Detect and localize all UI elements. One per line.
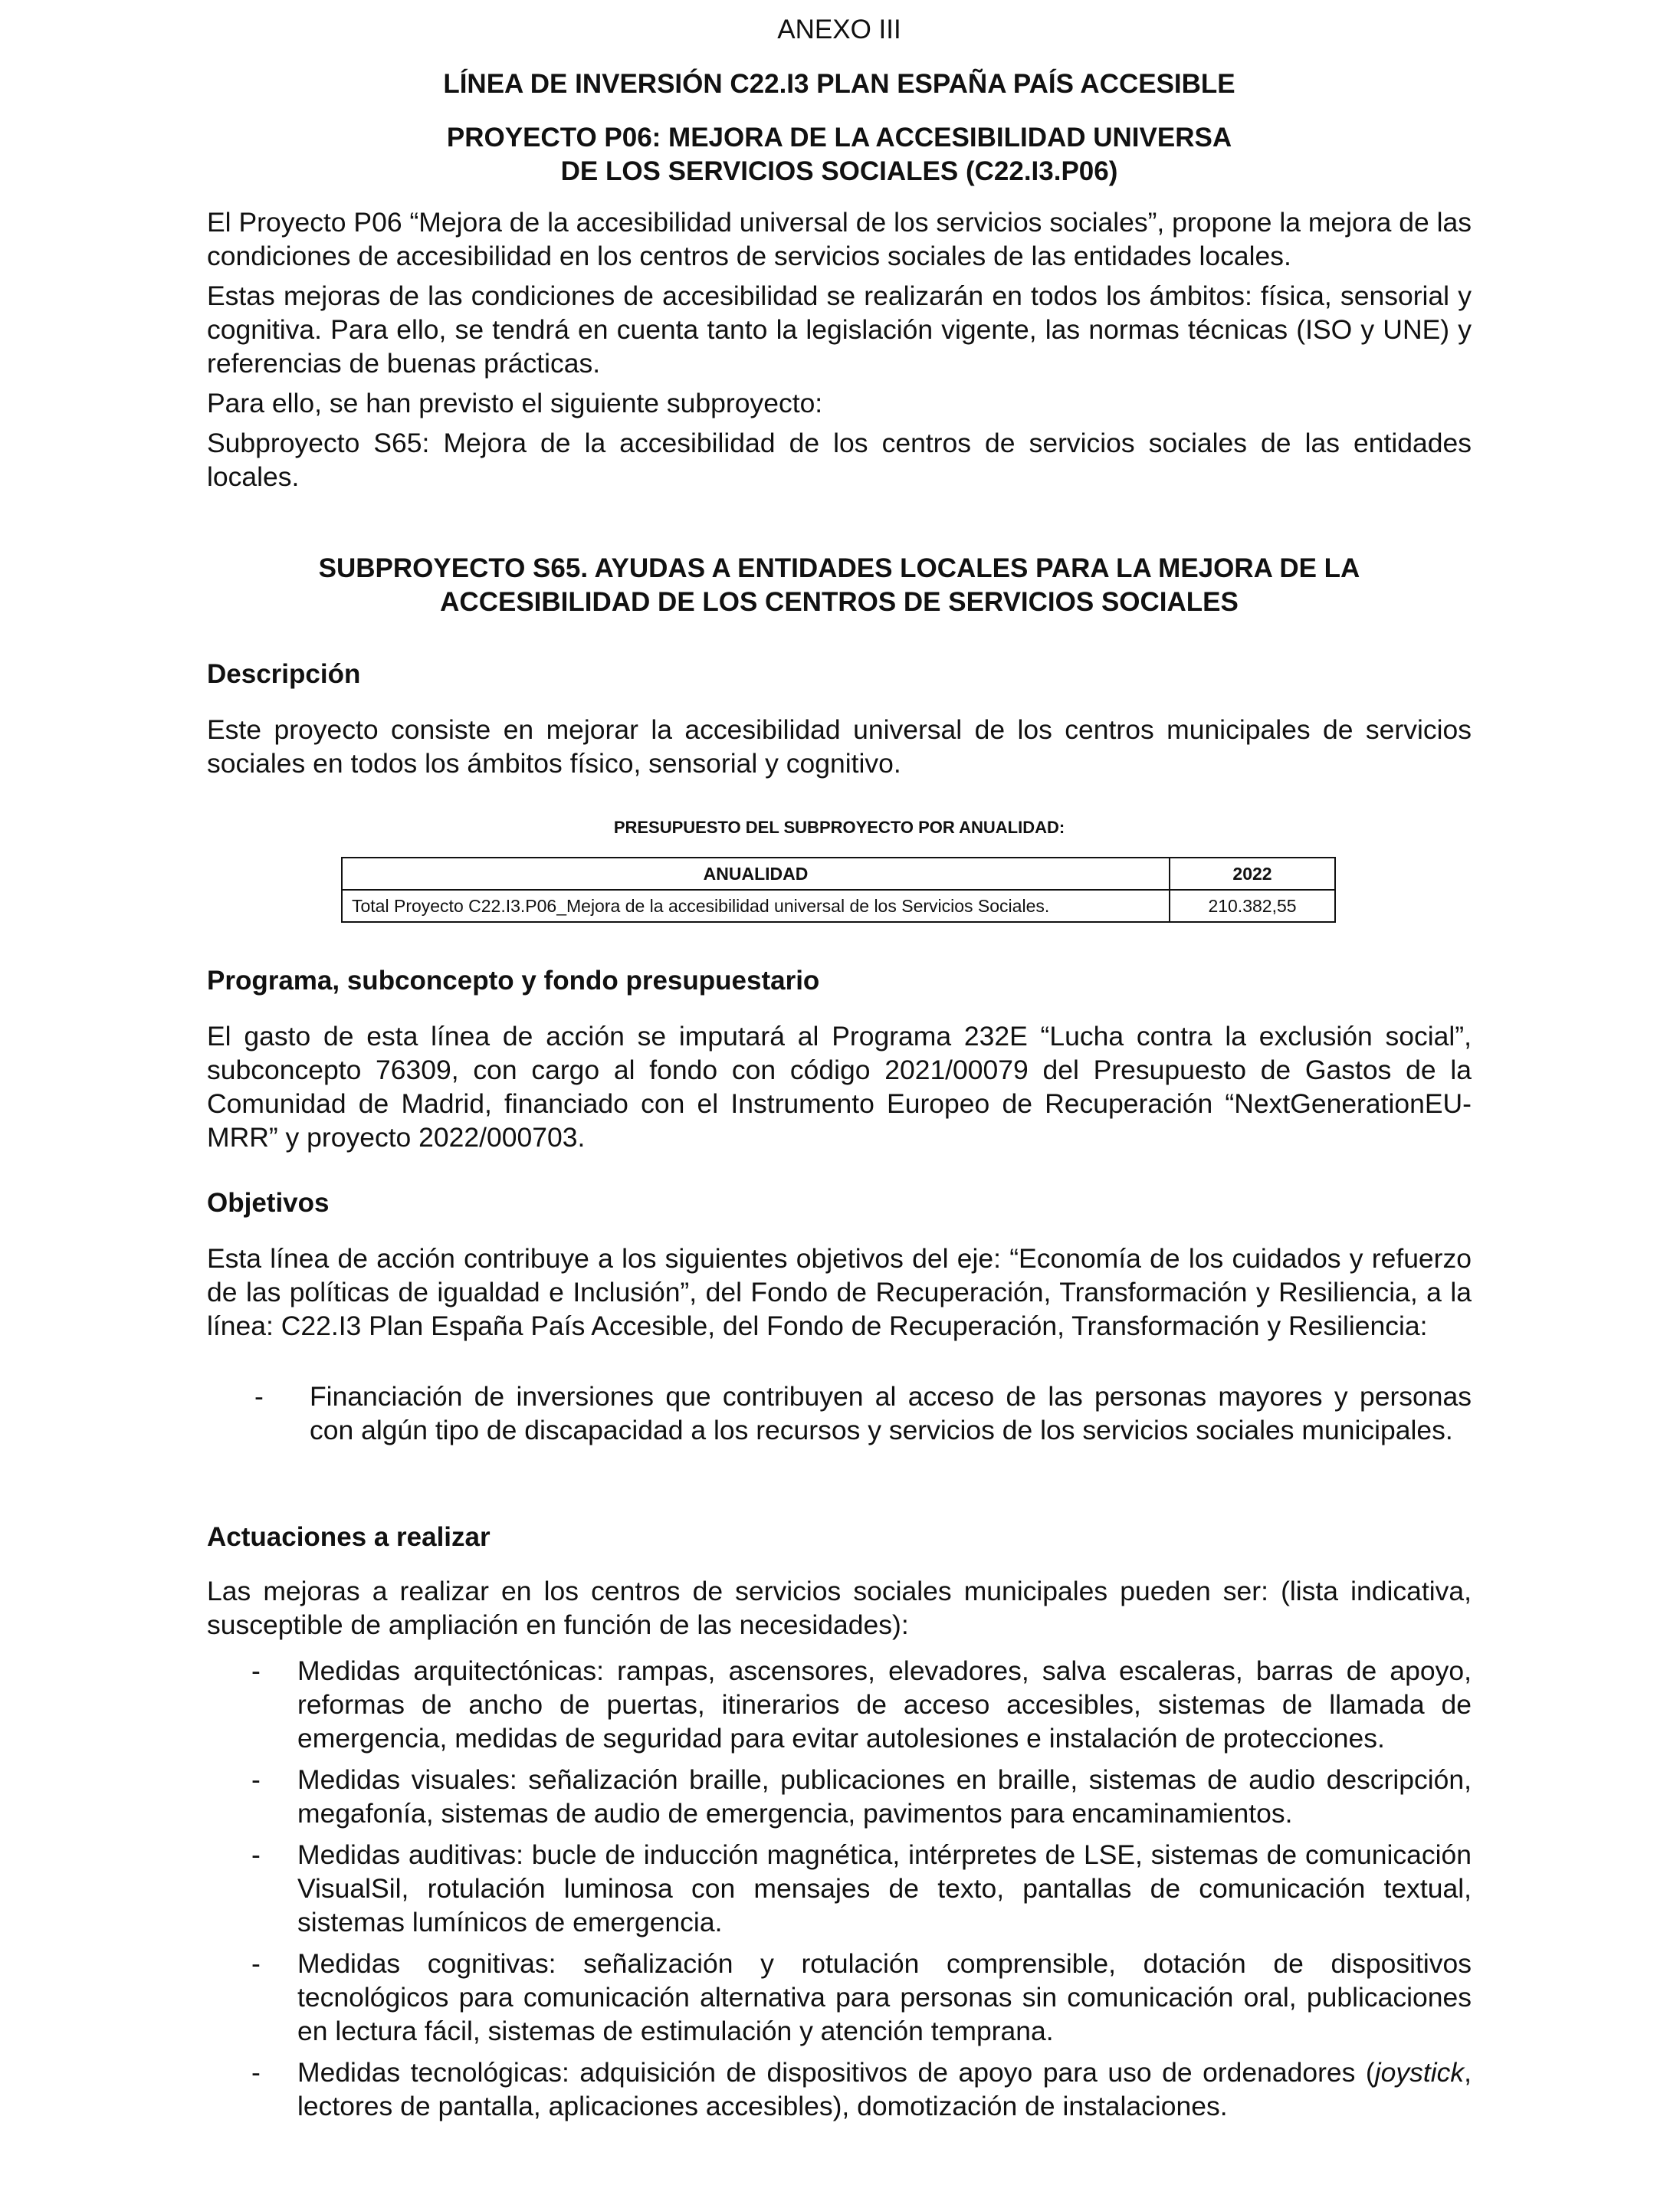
- intro-paragraph-4: Subproyecto S65: Mejora de la accesibilidad de los centros de servicios sociales de las entidades locales.: [207, 428, 1472, 492]
- action-item-auditory: Medidas auditivas: bucle de inducción magnética, intérpretes de LSE, sistemas de comunicación VisualSil, rotulación luminosa con mensajes de texto, pantallas de comunicación textual, sistemas lumínicos de emergencia.: [297, 1839, 1472, 1937]
- list-item: [207, 2056, 1472, 2123]
- objectives-list: [207, 1380, 1472, 1455]
- list-bullet: -: [251, 1948, 261, 1979]
- budget-row-label: Total Proyecto C22.I3.P06_Mejora de la accesibilidad universal de los Servicios Sociales.: [342, 890, 1170, 922]
- list-item: [207, 1838, 1472, 1939]
- budget-row-value: 210.382,55: [1170, 890, 1335, 922]
- list-item: [207, 1654, 1472, 1755]
- list-item: [207, 1947, 1472, 2048]
- actions-list: [207, 1654, 1472, 2131]
- subproject-title: [207, 552, 1472, 619]
- list-bullet: -: [254, 1381, 264, 1412]
- description-heading: Descripción: [207, 659, 361, 689]
- intro-paragraph-1: El Proyecto P06 “Mejora de la accesibilidad universal de los servicios sociales”, propone la mejora de las condiciones de accesibilidad en los centros de servicios sociales de las entidades locales.: [207, 207, 1472, 271]
- program-heading: Programa, subconcepto y fondo presupuestario: [207, 966, 820, 996]
- budget-header-anualidad: ANUALIDAD: [342, 858, 1170, 890]
- action-item-technological-part-1: Medidas tecnológicas: adquisición de dispositivos de apoyo para uso de ordenadores (: [297, 2057, 1375, 2088]
- project-title-line-2: DE LOS SERVICIOS SOCIALES (C22.I3.P06): [560, 156, 1118, 186]
- budget-header-year: 2022: [1170, 858, 1335, 890]
- list-bullet: -: [251, 1839, 261, 1870]
- list-bullet: -: [251, 1655, 261, 1686]
- program-text: El gasto de esta línea de acción se imputará al Programa 232E “Lucha contra la exclusión social”, subconcepto 76309, con cargo al fondo con código 2021/00079 del Presupuesto de Gastos de la Comunidad de Madrid, financiado con el Instrumento Europeo de Recuperación “NextGenerationEU-MRR” y proyecto 2022/000703.: [207, 1021, 1472, 1153]
- action-item-architectural: Medidas arquitectónicas: rampas, ascensores, elevadores, salva escaleras, barras de apoyo, reformas de ancho de puertas, itinerarios de acceso accesibles, sistemas de llamada de emergencia, medidas de seguridad para evitar autolesiones e instalación de protecciones.: [297, 1655, 1472, 1754]
- list-item: [207, 1763, 1472, 1830]
- objectives-text: Esta línea de acción contribuye a los siguientes objetivos del eje: “Economía de los cuidados y refuerzo de las políticas de igualdad e Inclusión”, del Fondo de Recuperación, Transformación y Resiliencia, a la línea: C22.I3 Plan España País Accesible, del Fondo de Recuperación, Transformación y Resiliencia:: [207, 1243, 1472, 1341]
- action-item-technological: [297, 2057, 1472, 2121]
- action-item-technological-part-2: , lectores de pantalla, aplicaciones accesibles), domotización de instalaciones.: [297, 2057, 1472, 2121]
- budget-caption: PRESUPUESTO DEL SUBPROYECTO POR ANUALIDAD:: [613, 818, 1065, 837]
- budget-table: [341, 857, 1336, 923]
- subproject-title-line-2: ACCESIBILIDAD DE LOS CENTROS DE SERVICIOS SOCIALES: [440, 587, 1239, 617]
- list-bullet: -: [251, 1764, 261, 1795]
- investment-line-title: LÍNEA DE INVERSIÓN C22.I3 PLAN ESPAÑA PAÍS ACCESIBLE: [443, 69, 1235, 99]
- subproject-title-line-1: SUBPROYECTO S65. AYUDAS A ENTIDADES LOCALES PARA LA MEJORA DE LA: [318, 553, 1360, 583]
- list-bullet: -: [251, 2057, 261, 2088]
- intro-paragraph-2: Estas mejoras de las condiciones de accesibilidad se realizarán en todos los ámbitos: física, sensorial y cognitiva. Para ello, se tendrá en cuenta tanto la legislación vigente, las normas técnicas (ISO y UNE) y referencias de buenas prácticas.: [207, 281, 1472, 379]
- intro-paragraph-3: Para ello, se han previsto el siguiente subproyecto:: [207, 388, 823, 418]
- actions-intro: Las mejoras a realizar en los centros de servicios sociales municipales pueden ser: (lista indicativa, susceptible de ampliación en función de las necesidades):: [207, 1576, 1472, 1640]
- budget-table-header-row: [342, 858, 1335, 890]
- objectives-heading: Objetivos: [207, 1188, 330, 1218]
- action-item-technological-italic: joystick: [1374, 2057, 1465, 2088]
- list-item: [207, 1380, 1472, 1447]
- actions-heading: Actuaciones a realizar: [207, 1522, 491, 1552]
- project-title: [207, 121, 1472, 189]
- project-title-line-1: PROYECTO P06: MEJORA DE LA ACCESIBILIDAD UNIVERSA: [446, 123, 1232, 153]
- description-text: Este proyecto consiste en mejorar la accesibilidad universal de los centros municipales de servicios sociales en todos los ámbitos físico, sensorial y cognitivo.: [207, 714, 1472, 779]
- action-item-visual: Medidas visuales: señalización braille, publicaciones en braille, sistemas de audio descripción, megafonía, sistemas de audio de emergencia, pavimentos para encaminamientos.: [297, 1764, 1472, 1829]
- annex-label: ANEXO III: [777, 15, 901, 44]
- objective-item-text: Financiación de inversiones que contribuyen al acceso de las personas mayores y personas con algún tipo de discapacidad a los recursos y servicios de los servicios sociales municipales.: [310, 1381, 1472, 1445]
- table-row: [342, 890, 1335, 922]
- action-item-cognitive: Medidas cognitivas: señalización y rotulación comprensible, dotación de dispositivos tecnológicos para comunicación alternativa para personas sin comunicación oral, publicaciones en lectura fácil, sistemas de estimulación y atención temprana.: [297, 1948, 1472, 2046]
